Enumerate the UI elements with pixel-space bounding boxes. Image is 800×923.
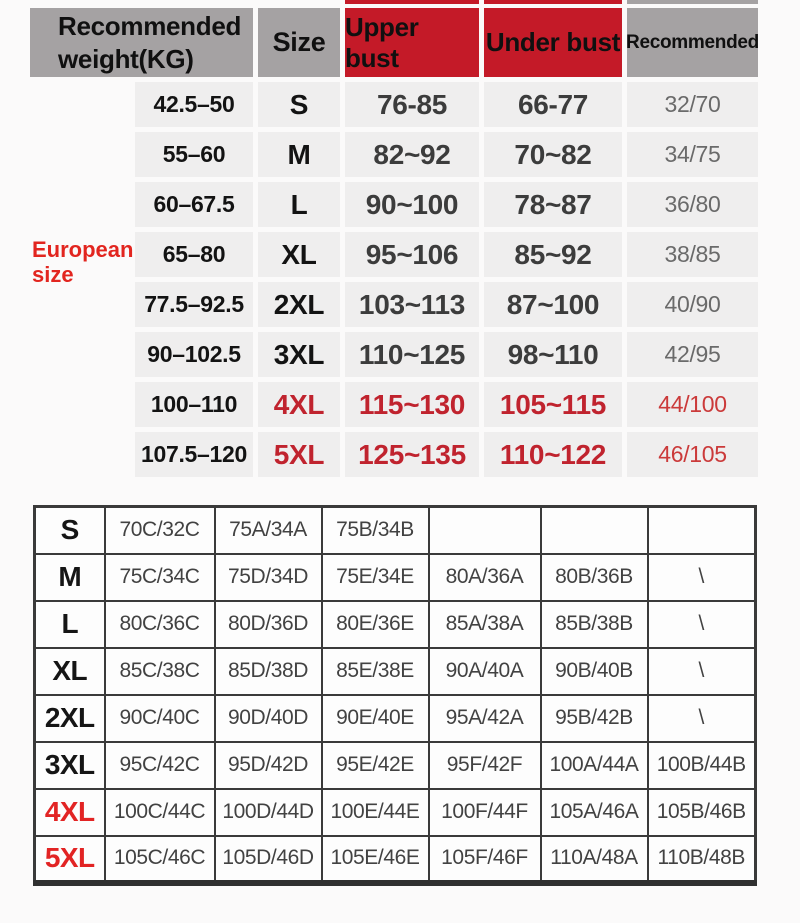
bra-size-cell: 100B/44B [648, 742, 756, 789]
bra-size-cell: 105B/46B [648, 789, 756, 836]
bra-size-cell: \ [648, 648, 756, 695]
under-bust-cell: 66-77 [484, 82, 622, 127]
bra-size-cell: 75D/34D [215, 554, 322, 601]
size-cell: L [258, 182, 340, 227]
weight-range-cell: 100–110 [135, 382, 253, 427]
bra-size-cell: 85C/38C [105, 648, 215, 695]
row-left-spacer [30, 332, 130, 377]
upper-bust-cell: 110~125 [345, 332, 479, 377]
size-label-cell: L [35, 601, 105, 648]
bra-size-cell: 100F/44F [429, 789, 541, 836]
size-cell: M [258, 132, 340, 177]
european-size-label: European size [32, 237, 134, 288]
size-cell: 2XL [258, 282, 340, 327]
recommended-size-cell: 40/90 [627, 282, 758, 327]
bra-size-row [35, 554, 756, 601]
recommended-size-cell: 44/100 [627, 382, 758, 427]
bra-size-cell: 95F/42F [429, 742, 541, 789]
row-left-spacer [30, 82, 130, 127]
upper-bust-cell: 82~92 [345, 132, 479, 177]
bra-size-cell: 80E/36E [322, 601, 429, 648]
bra-size-cell: 100A/44A [541, 742, 648, 789]
header-recommended-weight: Recommended weight(KG) [30, 8, 253, 77]
row-left-spacer [30, 432, 130, 477]
weight-range-cell: 60–67.5 [135, 182, 253, 227]
upper-bust-cell: 125~135 [345, 432, 479, 477]
size-label-cell: 5XL [35, 836, 105, 883]
recommended-size-cell: 34/75 [627, 132, 758, 177]
bra-size-cell: 90B/40B [541, 648, 648, 695]
recommended-size-cell: 38/85 [627, 232, 758, 277]
upper-bust-cell: 90~100 [345, 182, 479, 227]
row-left-spacer [30, 132, 130, 177]
upper-bust-cell: 103~113 [345, 282, 479, 327]
bra-size-cell: 90C/40C [105, 695, 215, 742]
bra-size-cell: 85D/38D [215, 648, 322, 695]
bra-size-cell: 80D/36D [215, 601, 322, 648]
bra-size-cell: 105A/46A [541, 789, 648, 836]
under-bust-cell: 87~100 [484, 282, 622, 327]
size-cell: S [258, 82, 340, 127]
bra-size-cell: 90E/40E [322, 695, 429, 742]
recommended-top-sliver [627, 0, 758, 4]
bra-size-cell: 85E/38E [322, 648, 429, 695]
bra-size-cell: 75C/34C [105, 554, 215, 601]
under-bust-cell: 98~110 [484, 332, 622, 377]
bra-size-cell: 85B/38B [541, 601, 648, 648]
upper-bust-cell: 95~106 [345, 232, 479, 277]
under-bust-cell: 85~92 [484, 232, 622, 277]
recommended-size-cell: 32/70 [627, 82, 758, 127]
recommended-size-cell: 42/95 [627, 332, 758, 377]
bra-size-cell [541, 507, 648, 554]
bra-size-cell: \ [648, 695, 756, 742]
bra-size-cell: 95E/42E [322, 742, 429, 789]
bra-size-cell: 110A/48A [541, 836, 648, 883]
bra-size-cell: 95D/42D [215, 742, 322, 789]
size-label-cell: 4XL [35, 789, 105, 836]
bra-size-cell: 85A/38A [429, 601, 541, 648]
row-left-spacer [30, 382, 130, 427]
upper-bust-cell: 76-85 [345, 82, 479, 127]
size-label-cell: 3XL [35, 742, 105, 789]
under-bust-cell: 70~82 [484, 132, 622, 177]
bra-size-cell: 70C/32C [105, 507, 215, 554]
header-under-bust: Under bust [484, 8, 622, 77]
header-upper-bust: Upper bust [345, 8, 479, 77]
bra-size-cell: 80A/36A [429, 554, 541, 601]
bra-size-row [35, 789, 756, 836]
bra-size-cell: 95A/42A [429, 695, 541, 742]
size-label-cell: 2XL [35, 695, 105, 742]
bra-size-cell: 110B/48B [648, 836, 756, 883]
bra-size-row [35, 836, 756, 883]
size-label-cell: M [35, 554, 105, 601]
bra-size-cell: \ [648, 554, 756, 601]
bra-size-row [35, 648, 756, 695]
bra-size-cell: 95B/42B [541, 695, 648, 742]
bra-size-cell: 100C/44C [105, 789, 215, 836]
weight-range-cell: 65–80 [135, 232, 253, 277]
bra-size-row [35, 507, 756, 554]
bra-size-cell: 75B/34B [322, 507, 429, 554]
bra-size-cell: 100D/44D [215, 789, 322, 836]
weight-range-cell: 55–60 [135, 132, 253, 177]
upper-bust-top-sliver [345, 0, 479, 4]
bra-size-cell: \ [648, 601, 756, 648]
header-size: Size [258, 8, 340, 77]
bra-size-cell [648, 507, 756, 554]
bra-size-cell: 90A/40A [429, 648, 541, 695]
bra-size-cell: 75E/34E [322, 554, 429, 601]
bra-size-cell [429, 507, 541, 554]
weight-range-cell: 77.5–92.5 [135, 282, 253, 327]
bra-size-row [35, 695, 756, 742]
bra-size-cell: 80C/36C [105, 601, 215, 648]
bra-size-cell: 95C/42C [105, 742, 215, 789]
bra-size-row [35, 742, 756, 789]
under-bust-top-sliver [484, 0, 622, 4]
bra-size-cell: 75A/34A [215, 507, 322, 554]
header-recommended: Recommended [627, 8, 758, 77]
bra-size-cell: 90D/40D [215, 695, 322, 742]
weight-range-cell: 42.5–50 [135, 82, 253, 127]
bra-size-row [35, 601, 756, 648]
bra-size-cell: 80B/36B [541, 554, 648, 601]
measurement-table [30, 0, 758, 485]
size-cell: XL [258, 232, 340, 277]
size-cell: 4XL [258, 382, 340, 427]
under-bust-cell: 110~122 [484, 432, 622, 477]
size-cell: 5XL [258, 432, 340, 477]
bra-size-cell: 105D/46D [215, 836, 322, 883]
bra-size-cell: 105F/46F [429, 836, 541, 883]
size-cell: 3XL [258, 332, 340, 377]
upper-bust-cell: 115~130 [345, 382, 479, 427]
bra-size-cell: 100E/44E [322, 789, 429, 836]
row-left-spacer [30, 282, 130, 327]
recommended-size-cell: 36/80 [627, 182, 758, 227]
under-bust-cell: 78~87 [484, 182, 622, 227]
bra-size-cell: 105E/46E [322, 836, 429, 883]
bra-size-cell: 105C/46C [105, 836, 215, 883]
recommended-size-cell: 46/105 [627, 432, 758, 477]
size-label-cell: XL [35, 648, 105, 695]
under-bust-cell: 105~115 [484, 382, 622, 427]
bra-size-conversion-table [33, 505, 757, 886]
weight-range-cell: 90–102.5 [135, 332, 253, 377]
row-left-spacer [30, 182, 130, 227]
size-label-cell: S [35, 507, 105, 554]
weight-range-cell: 107.5–120 [135, 432, 253, 477]
